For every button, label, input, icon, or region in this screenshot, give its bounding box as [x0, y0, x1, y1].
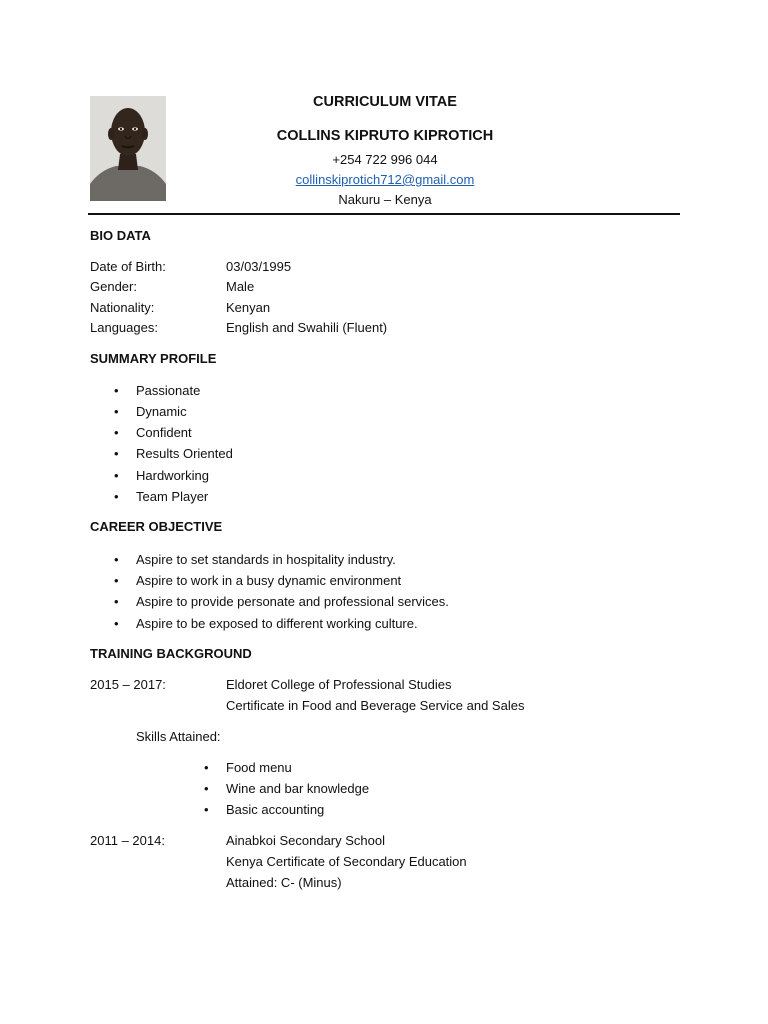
bio-value: Male — [226, 279, 255, 294]
skills-attained-label: Skills Attained: — [136, 729, 221, 744]
list-item: • Food menu — [204, 760, 292, 775]
bio-row-dob — [90, 259, 291, 274]
bullet-icon: • — [114, 468, 119, 483]
bullet-icon: • — [114, 489, 119, 504]
bullet-icon: • — [114, 552, 119, 567]
bio-value: English and Swahili (Fluent) — [226, 320, 388, 335]
bio-data-heading: BIO DATA — [90, 228, 151, 243]
training-award: Certificate in Food and Beverage Service and Sales — [226, 698, 525, 713]
profile-photo-image — [90, 96, 166, 201]
list-item: • Dynamic — [114, 404, 187, 419]
training-award: Kenya Certificate of Secondary Education — [226, 854, 467, 869]
bio-label: Languages: — [90, 320, 158, 335]
list-item: • Hardworking — [114, 468, 209, 483]
summary-profile-heading: SUMMARY PROFILE — [90, 351, 217, 366]
bio-value: 03/03/1995 — [226, 259, 292, 274]
email-link[interactable]: collinskiprotich712@gmail.com — [295, 172, 475, 187]
list-item: • Aspire to provide personate and professional services. — [114, 594, 449, 609]
list-item: • Aspire to be exposed to different working culture. — [114, 616, 418, 631]
bullet-icon: • — [204, 760, 209, 775]
training-period: 2015 – 2017: — [90, 677, 166, 692]
bio-label: Gender: — [90, 279, 137, 294]
header-divider — [88, 213, 680, 215]
training-grade: Attained: C- (Minus) — [226, 875, 342, 890]
bullet-icon: • — [114, 446, 119, 461]
list-item: • Basic accounting — [204, 802, 325, 817]
bio-label: Nationality: — [90, 300, 155, 315]
bio-row-languages — [90, 320, 387, 335]
list-item: • Team Player — [114, 489, 209, 504]
location: Nakuru – Kenya — [338, 192, 432, 207]
bio-label: Date of Birth: — [90, 259, 166, 274]
bullet-icon: • — [204, 802, 209, 817]
bio-value: Kenyan — [226, 300, 271, 315]
training-institution: Eldoret College of Professional Studies — [226, 677, 452, 692]
list-item: • Wine and bar knowledge — [204, 781, 370, 796]
bio-row-nationality — [90, 300, 270, 315]
list-item: • Aspire to work in a busy dynamic environment — [114, 573, 402, 588]
training-institution: Ainabkoi Secondary School — [226, 833, 385, 848]
bullet-icon: • — [114, 594, 119, 609]
list-item: • Aspire to set standards in hospitality industry. — [114, 552, 396, 567]
career-objective-heading: CAREER OBJECTIVE — [90, 519, 223, 534]
bullet-icon: • — [114, 404, 119, 419]
list-item: • Passionate — [114, 383, 201, 398]
bullet-icon: • — [204, 781, 209, 796]
profile-photo — [90, 96, 166, 201]
training-background-heading: TRAINING BACKGROUND — [90, 646, 252, 661]
phone-number: +254 722 996 044 — [332, 152, 438, 167]
candidate-name: COLLINS KIPRUTO KIPROTICH — [276, 128, 494, 144]
bullet-icon: • — [114, 616, 119, 631]
training-period: 2011 – 2014: — [90, 833, 165, 848]
list-item: • Confident — [114, 425, 192, 440]
bullet-icon: • — [114, 573, 119, 588]
list-item: • Results Oriented — [114, 446, 233, 461]
document-title: CURRICULUM VITAE — [313, 94, 457, 110]
bullet-icon: • — [114, 425, 119, 440]
bullet-icon: • — [114, 383, 119, 398]
bio-row-gender — [90, 279, 254, 294]
